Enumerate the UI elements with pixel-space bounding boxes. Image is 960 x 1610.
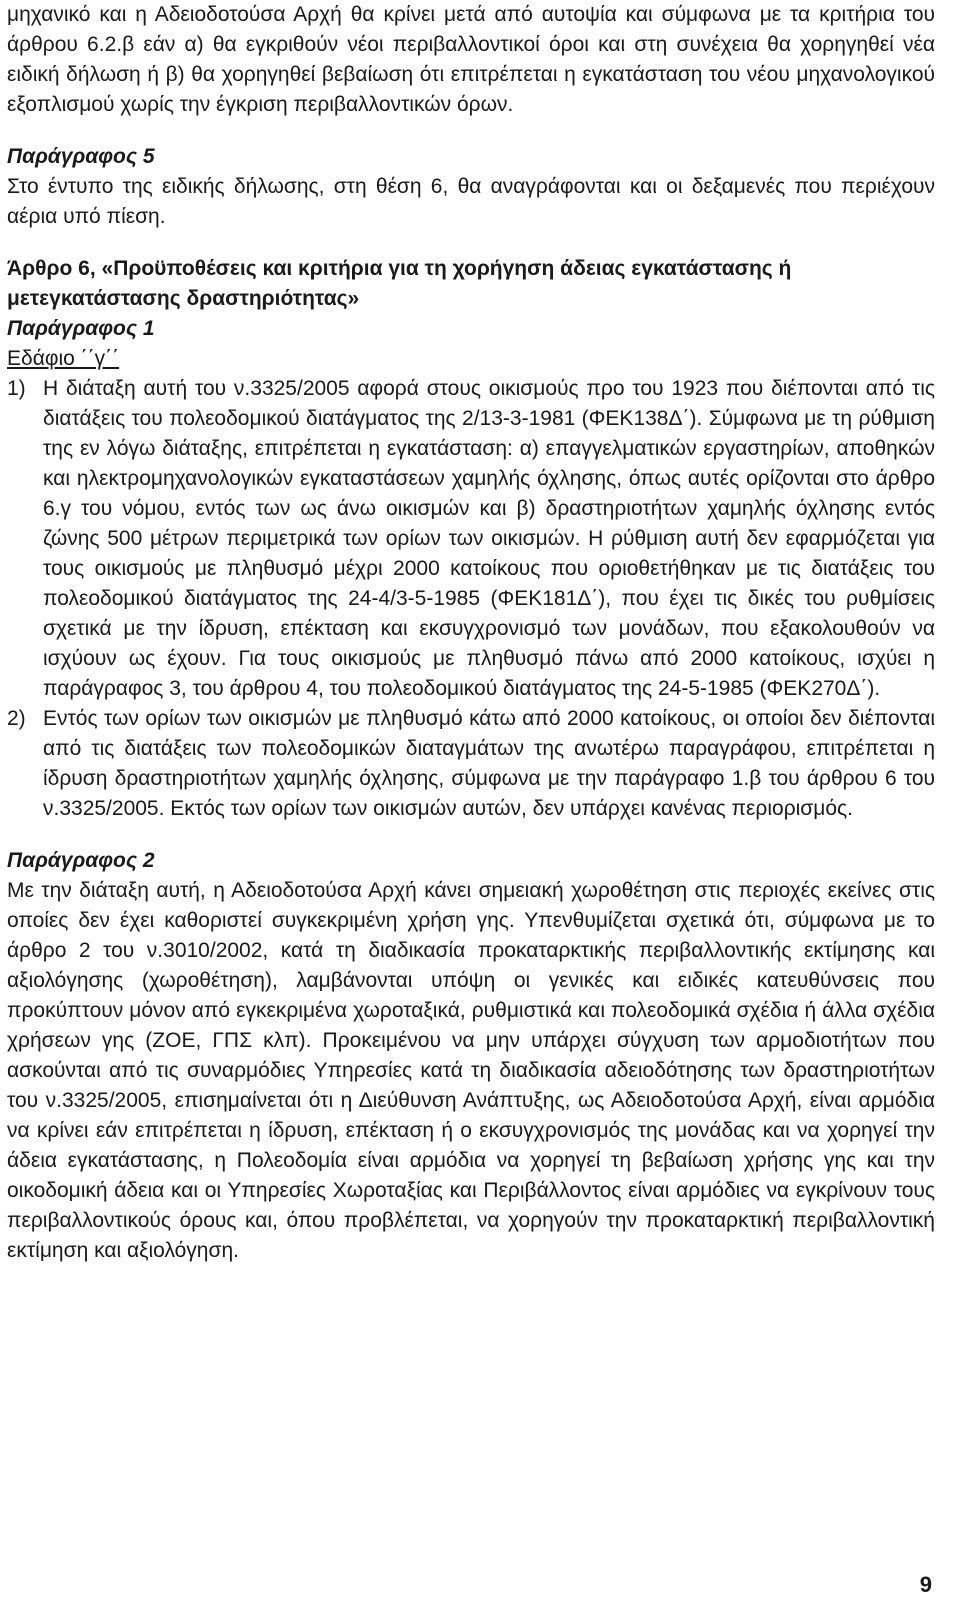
paragraph-2-text: Με την διάταξη αυτή, η Αδειοδοτούσα Αρχή κάνει σημειακή χωροθέτηση στις περιοχές εκείνες στις οποίες δεν έχει καθοριστεί συγκεκριμένη χρήση γης. Υπενθυμίζεται σχετικά ότι, σύμφωνα με το άρθρο 2 του ν.3010/2002, κατά τη διαδικασία προκαταρκτικής περιβαλλοντικής εκτίμησης και αξιολόγησης (χωροθέτηση), λαμβάνονται υπόψη οι γενικές και ειδικές κατευθύνσεις που προκύπτουν μόνον από εγκεκριμένα χωροταξικά, ρυθμιστικά και πολεοδομικά σχέδια ή άλλα σχέδια χρήσεων γης (ΖΟΕ, ΓΠΣ κλπ). Προκειμένου να μην υπάρχει σύγχυση των αρμοδιοτήτων που ασκούνται από τις συναρμόδιες Υπηρεσίες κατά τη διαδικασία αδειοδότησης των δραστηριοτήτων του ν.3325/2005, επισημαίνεται ότι η Διεύθυνση Ανάπτυξης, ως Αδειοδοτούσα Αρχή, είναι αρμόδια να κρίνει εάν επιτρέπεται η ίδρυση, επέκταση ή ο εκσυγχρονισμός της μονάδας και να χορηγεί την άδεια εγκατάστασης, η Πολεοδομία είναι αρμόδια να χορηγεί τη βεβαίωση χρήσης γης και την οικοδομική άδεια και οι Υπηρεσίες Χωροταξίας και Περιβάλλοντος είναι αρμόδιες να εγκρίνουν τους περιβαλλοντικούς όρους και, όπου προβλέπεται, να χορηγούν την προκαταρκτική περιβαλλοντική εκτίμηση και αξιολόγηση. (7, 879, 935, 1262)
spacer (7, 120, 935, 142)
paragraph-1-heading: Παράγραφος 1 (7, 317, 155, 340)
spacer (7, 824, 935, 846)
paragraph-5-text: Στο έντυπο της ειδικής δήλωσης, στη θέση 6, θα αναγράφονται και οι δεξαμενές που περιέχουν αέρια υπό πίεση. (7, 175, 935, 228)
page-number: 9 (919, 1572, 932, 1597)
article-6-title: Άρθρο 6, «Προϋποθέσεις και κριτήρια για τη χορήγηση άδειας εγκατάστασης ή μετεγκατάστασης δραστηριότητας» (7, 257, 792, 310)
list-item-number: 1) (7, 377, 26, 400)
list-item-number: 2) (7, 707, 26, 730)
list-item (7, 704, 935, 824)
spacer (7, 232, 935, 254)
paragraph-2-heading: Παράγραφος 2 (7, 849, 155, 872)
paragraph-5-heading: Παράγραφος 5 (7, 145, 155, 168)
list-item-text: Η διάταξη αυτή του ν.3325/2005 αφορά στους οικισμούς προ του 1923 που διέπονται από τις διατάξεις του πολεοδομικού διατάγματος της 2/13-3-1981 (ΦΕΚ138Δ΄). Σύμφωνα με τη ρύθμιση της εν λόγω διάταξης, επιτρέπεται η εγκατάσταση: α) επαγγελματικών εργαστηρίων, αποθηκών και ηλεκτρομηχανολογικών εγκαταστάσεων χαμηλής όχλησης, όπως αυτές ορίζονται στο άρθρο 6.γ του νόμου, εντός των ως άνω οικισμών και β) δραστηριοτήτων χαμηλής όχλησης εντός ζώνης 500 μέτρων περιμετρικά των ορίων των οικισμών. Η ρύθμιση αυτή δεν εφαρμόζεται για τους οικισμούς με πληθυσμό μέχρι 2000 κατοίκους που οριοθετήθηκαν με τις διατάξεις του πολεοδομικού διατάγματος της 24-4/3-5-1985 (ΦΕΚ181Δ΄), που έχει τις δικές του ρυθμίσεις σχετικά με την ίδρυση, επέκταση και εκσυγχρονισμό των μονάδων, που εξακολουθούν να ισχύουν ως έχουν. Για τους οικισμούς με πληθυσμό πάνω από 2000 κατοίκους, ισχύει η παράγραφος 3, του άρθρου 4, του πολεοδομικού διατάγματος της 24-5-1985 (ΦΕΚ270Δ΄). (43, 377, 935, 700)
document-page (7, 0, 935, 1266)
continuation-paragraph: μηχανικό και η Αδειοδοτούσα Αρχή θα κρίνει μετά από αυτοψία και σύμφωνα με τα κριτήρια του άρθρου 6.2.β εάν α) θα εγκριθούν νέοι περιβαλλοντικοί όροι και στη συνέχεια θα χορηγηθεί νέα ειδική δήλωση ή β) θα χορηγηθεί βεβαίωση ότι επιτρέπεται η εγκατάσταση του νέου μηχανολογικού εξοπλισμού χωρίς την έγκριση περιβαλλοντικών όρων. (7, 3, 935, 116)
subparagraph-label: Εδάφιο ΄΄γ΄΄ (7, 347, 120, 370)
list-item-text: Εντός των ορίων των οικισμών με πληθυσμό κάτω από 2000 κατοίκους, οι οποίοι δεν διέπονται από τις διατάξεις των πολεοδομικών διαταγμάτων της ανωτέρω παραγράφου, επιτρέπεται η ίδρυση δραστηριοτήτων χαμηλής όχλησης, σύμφωνα με την παράγραφο 1.β του άρθρου 6 του ν.3325/2005. Εκτός των ορίων των οικισμών αυτών, δεν υπάρχει κανένας περιορισμός. (43, 707, 935, 820)
list-item (7, 374, 935, 704)
numbered-list (7, 374, 935, 824)
